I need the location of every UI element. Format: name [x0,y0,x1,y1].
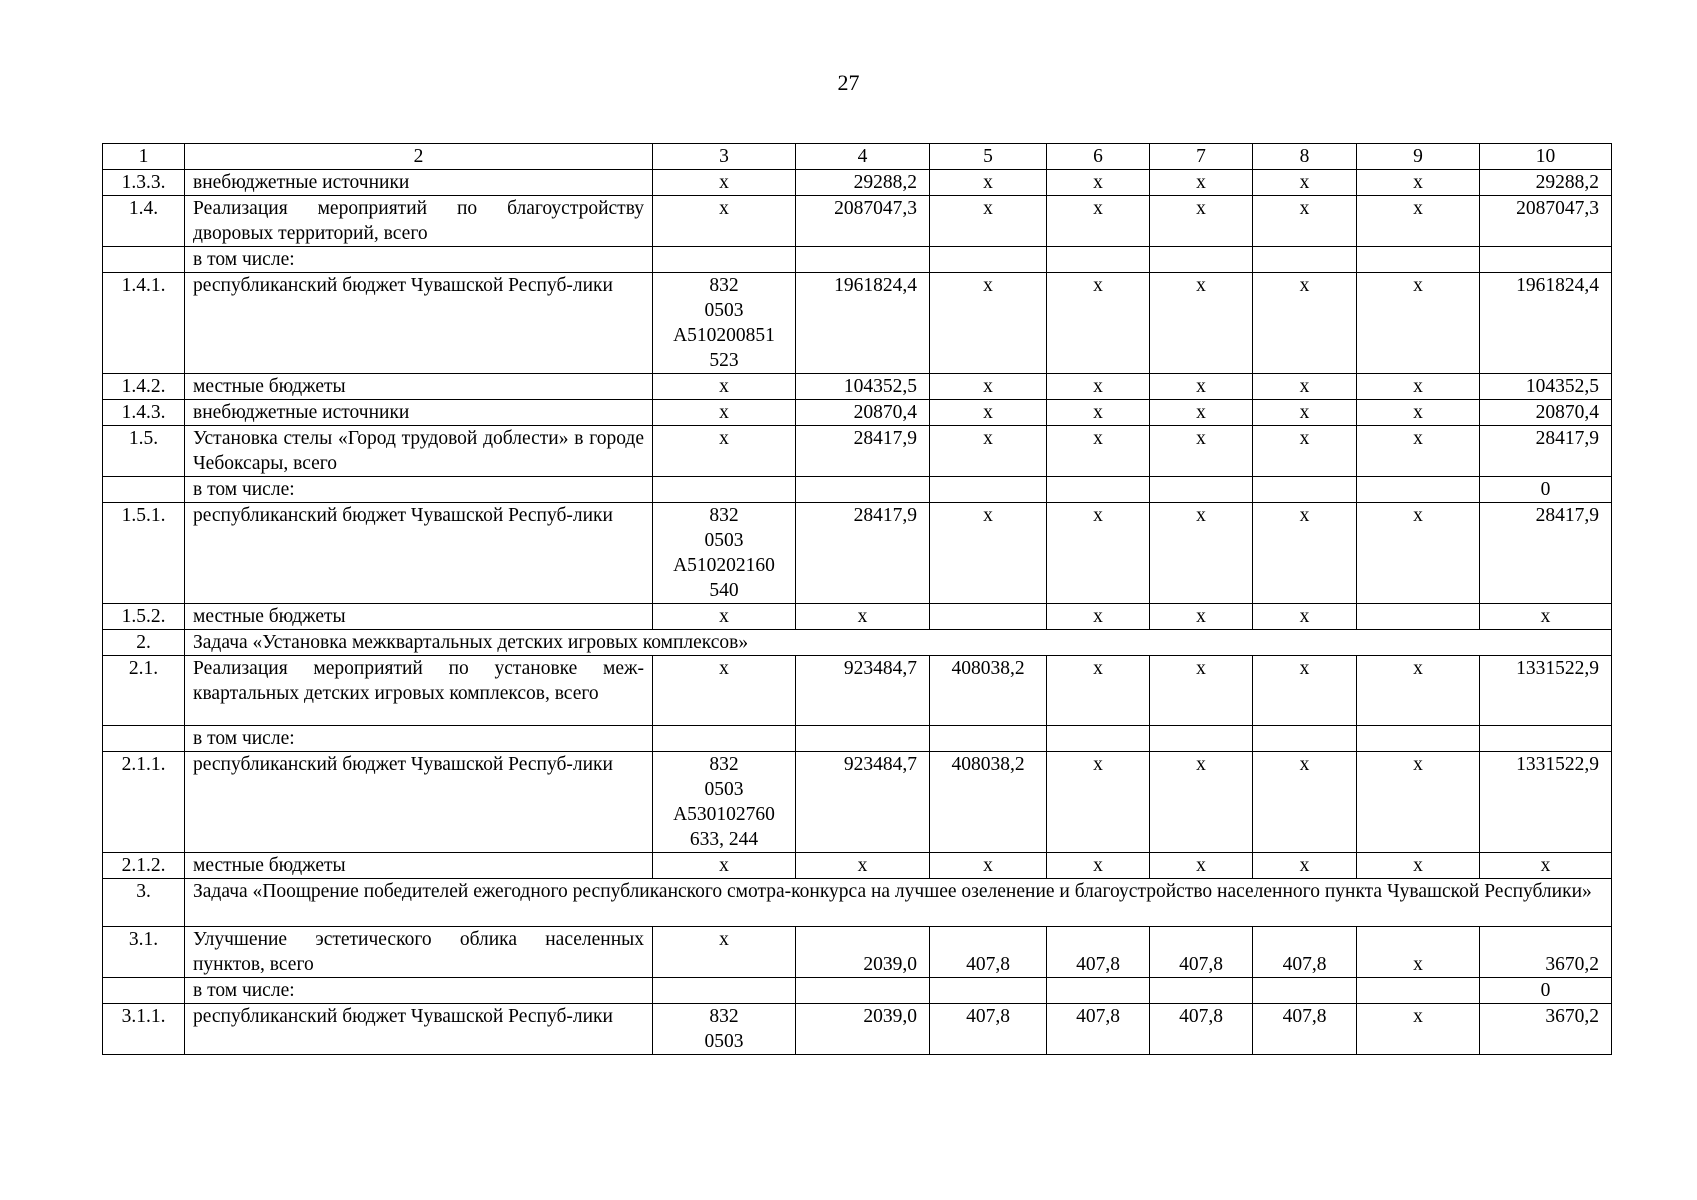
budget-code-line: 523 [709,350,739,371]
table-row [103,630,1612,656]
table-row [103,656,1612,726]
value-cell [1253,978,1357,1004]
value-cell: 923484,7 [796,752,930,853]
value-cell: х [1480,604,1612,630]
budget-code [653,752,796,853]
value-cell [1047,978,1150,1004]
value-cell: х [1357,1004,1480,1055]
value-cell: х [1047,273,1150,374]
value-cell: х [1357,196,1480,247]
value-cell: 407,8 [1253,1004,1357,1055]
table-row [103,273,1612,374]
value-cell [796,726,930,752]
value-cell: 1331522,9 [1480,656,1612,726]
table-header-row [103,144,1612,170]
value-cell: х [1357,656,1480,726]
budget-code: х [653,196,796,247]
budget-code [653,477,796,503]
row-number: 3. [103,879,185,927]
value-cell: 2039,0 [796,927,930,978]
budget-code: х [653,656,796,726]
budget-code: х [653,853,796,879]
value-cell: х [930,426,1047,477]
budget-code-line: 0503 [704,1031,744,1052]
table-row [103,196,1612,247]
value-cell [1047,247,1150,273]
table-row [103,247,1612,273]
value-cell: х [1357,426,1480,477]
budget-code-line: 0503 [704,530,744,551]
row-description: в том числе: [185,726,653,752]
row-number: 1.3.3. [103,170,185,196]
value-cell: х [1480,853,1612,879]
value-cell: х [1047,503,1150,604]
budget-code: х [653,374,796,400]
page-number: 27 [837,70,860,95]
value-cell: 20870,4 [796,400,930,426]
value-cell [1357,726,1480,752]
value-cell [1150,247,1253,273]
value-cell: х [1150,656,1253,726]
table-row [103,726,1612,752]
value-cell: х [1253,374,1357,400]
value-cell: х [930,273,1047,374]
budget-code [653,273,796,374]
budget-code-line: 0503 [704,300,744,321]
row-number: 1.4. [103,196,185,247]
value-cell [930,247,1047,273]
value-cell [796,477,930,503]
value-cell: х [1047,853,1150,879]
value-cell: х [1150,752,1253,853]
table-row [103,426,1612,477]
value-cell: 29288,2 [1480,170,1612,196]
value-cell [1150,726,1253,752]
value-cell: х [1150,374,1253,400]
row-description: республиканский бюджет Чувашской Респуб-лики [185,1004,653,1055]
row-description: в том числе: [185,247,653,273]
value-cell: х [1047,400,1150,426]
value-cell: 104352,5 [1480,374,1612,400]
table-row [103,477,1612,503]
value-cell: х [1150,426,1253,477]
table-row [103,170,1612,196]
row-description: местные бюджеты [185,604,653,630]
budget-code [653,503,796,604]
table-row [103,879,1612,927]
value-cell: х [930,503,1047,604]
table-row [103,374,1612,400]
row-number: 2.1.2. [103,853,185,879]
row-number: 1.5.2. [103,604,185,630]
value-cell: х [1357,400,1480,426]
value-cell [1357,477,1480,503]
value-cell: 1331522,9 [1480,752,1612,853]
budget-code-line: А530102760 [673,804,775,825]
row-number: 2. [103,630,185,656]
column-header: 10 [1480,144,1612,170]
value-cell: 407,8 [1047,1004,1150,1055]
value-cell: х [1150,503,1253,604]
value-cell: 2039,0 [796,1004,930,1055]
value-cell: х [930,853,1047,879]
value-cell: 28417,9 [1480,503,1612,604]
section-title: Задача «Поощрение победителей ежегодного республиканского смотра-конкурса на лучшее озеленение и благоустройство населенного пункта Чувашской Республики» [185,879,1612,927]
row-description: Установка стелы «Город трудовой доблести» в городе Чебоксары, всего [185,426,653,477]
value-cell [796,978,930,1004]
value-cell: х [1253,273,1357,374]
column-header: 4 [796,144,930,170]
value-cell: 0 [1480,978,1612,1004]
value-cell: 20870,4 [1480,400,1612,426]
value-cell: х [1047,656,1150,726]
row-description: внебюджетные источники [185,170,653,196]
value-cell: 2087047,3 [796,196,930,247]
column-header: 7 [1150,144,1253,170]
value-cell: 3670,2 [1480,927,1612,978]
value-cell: х [1150,400,1253,426]
budget-table [102,143,1612,1055]
value-cell [1253,247,1357,273]
value-cell [1253,477,1357,503]
value-cell: 923484,7 [796,656,930,726]
budget-code-line: А510202160 [673,555,775,576]
value-cell: х [1357,853,1480,879]
value-cell: х [1150,853,1253,879]
column-header: 1 [103,144,185,170]
value-cell: х [1047,170,1150,196]
value-cell: х [1253,604,1357,630]
row-number: 2.1.1. [103,752,185,853]
value-cell: х [1253,853,1357,879]
value-cell [1047,726,1150,752]
column-header: 2 [185,144,653,170]
row-number: 1.4.1. [103,273,185,374]
value-cell: 29288,2 [796,170,930,196]
value-cell: х [1357,374,1480,400]
value-cell: х [930,400,1047,426]
value-cell: х [1357,273,1480,374]
value-cell: х [930,170,1047,196]
row-number: 3.1. [103,927,185,978]
value-cell: х [1253,426,1357,477]
value-cell: х [1047,604,1150,630]
row-description: Реализация мероприятий по установке меж-квартальных детских игровых комплексов, всего [185,656,653,726]
value-cell: 407,8 [1047,927,1150,978]
value-cell [930,978,1047,1004]
value-cell: х [1357,752,1480,853]
value-cell: 407,8 [1150,927,1253,978]
budget-code [653,978,796,1004]
row-description: местные бюджеты [185,853,653,879]
row-number [103,477,185,503]
value-cell: х [1357,503,1480,604]
value-cell: х [1253,503,1357,604]
value-cell: 28417,9 [796,503,930,604]
value-cell [1357,604,1480,630]
value-cell: 407,8 [1253,927,1357,978]
value-cell: 0 [1480,477,1612,503]
value-cell: 28417,9 [1480,426,1612,477]
value-cell [1253,726,1357,752]
row-number: 1.5.1. [103,503,185,604]
value-cell: 407,8 [930,927,1047,978]
row-description: внебюджетные источники [185,400,653,426]
row-description: республиканский бюджет Чувашской Респуб-лики [185,752,653,853]
budget-code: х [653,426,796,477]
value-cell: х [1253,170,1357,196]
table-body [103,144,1612,1055]
budget-code-line: 832 [709,754,739,775]
budget-code-line: А510200851 [673,325,775,346]
value-cell: х [1357,927,1480,978]
value-cell [930,726,1047,752]
value-cell: 28417,9 [796,426,930,477]
table-row [103,853,1612,879]
column-header: 3 [653,144,796,170]
budget-code-line: 540 [709,580,739,601]
row-number [103,726,185,752]
table-row [103,503,1612,604]
budget-code: х [653,927,796,978]
value-cell: х [930,196,1047,247]
value-cell: х [1150,273,1253,374]
value-cell: 408038,2 [930,656,1047,726]
value-cell: х [1357,170,1480,196]
budget-code: х [653,170,796,196]
value-cell: 3670,2 [1480,1004,1612,1055]
budget-code-line: 832 [709,275,739,296]
budget-code-line: 0503 [704,779,744,800]
budget-code [653,247,796,273]
table-row [103,604,1612,630]
value-cell: 407,8 [930,1004,1047,1055]
row-description: в том числе: [185,978,653,1004]
section-title: Задача «Установка межквартальных детских игровых комплексов» [185,630,1612,656]
row-number: 1.4.2. [103,374,185,400]
row-number [103,978,185,1004]
table-row [103,978,1612,1004]
value-cell [1150,477,1253,503]
value-cell: х [930,374,1047,400]
row-description: Улучшение эстетического облика населенных пунктов, всего [185,927,653,978]
table-row [103,1004,1612,1055]
budget-code-line: 832 [709,505,739,526]
value-cell [1480,726,1612,752]
budget-code: х [653,604,796,630]
row-number: 3.1.1. [103,1004,185,1055]
row-description: местные бюджеты [185,374,653,400]
table-row [103,927,1612,978]
row-number: 1.4.3. [103,400,185,426]
value-cell: х [1253,196,1357,247]
value-cell: 1961824,4 [1480,273,1612,374]
budget-code: х [653,400,796,426]
value-cell: х [1047,752,1150,853]
table-row [103,400,1612,426]
value-cell: х [1047,196,1150,247]
value-cell: 104352,5 [796,374,930,400]
value-cell: х [1150,170,1253,196]
row-description: республиканский бюджет Чувашской Респуб-лики [185,273,653,374]
value-cell: х [1253,400,1357,426]
value-cell: х [796,604,930,630]
column-header: 9 [1357,144,1480,170]
value-cell: х [796,853,930,879]
table-row [103,752,1612,853]
row-description: республиканский бюджет Чувашской Респуб-лики [185,503,653,604]
row-description: Реализация мероприятий по благоустройству дворовых территорий, всего [185,196,653,247]
value-cell: х [1253,656,1357,726]
value-cell: х [1253,752,1357,853]
value-cell: х [1047,426,1150,477]
value-cell: 408038,2 [930,752,1047,853]
budget-code [653,726,796,752]
column-header: 8 [1253,144,1357,170]
value-cell [930,477,1047,503]
value-cell [1047,477,1150,503]
value-cell [796,247,930,273]
value-cell [1357,247,1480,273]
column-header: 5 [930,144,1047,170]
row-number: 2.1. [103,656,185,726]
value-cell: 407,8 [1150,1004,1253,1055]
value-cell: х [1150,604,1253,630]
value-cell: х [1047,374,1150,400]
value-cell [1480,247,1612,273]
row-number: 1.5. [103,426,185,477]
value-cell: 2087047,3 [1480,196,1612,247]
row-number [103,247,185,273]
column-header: 6 [1047,144,1150,170]
value-cell [1357,978,1480,1004]
value-cell [1150,978,1253,1004]
budget-code-line: 633, 244 [689,829,759,850]
budget-code-line: 832 [709,1006,739,1027]
value-cell [930,604,1047,630]
value-cell: х [1150,196,1253,247]
budget-code [653,1004,796,1055]
row-description: в том числе: [185,477,653,503]
value-cell: 1961824,4 [796,273,930,374]
